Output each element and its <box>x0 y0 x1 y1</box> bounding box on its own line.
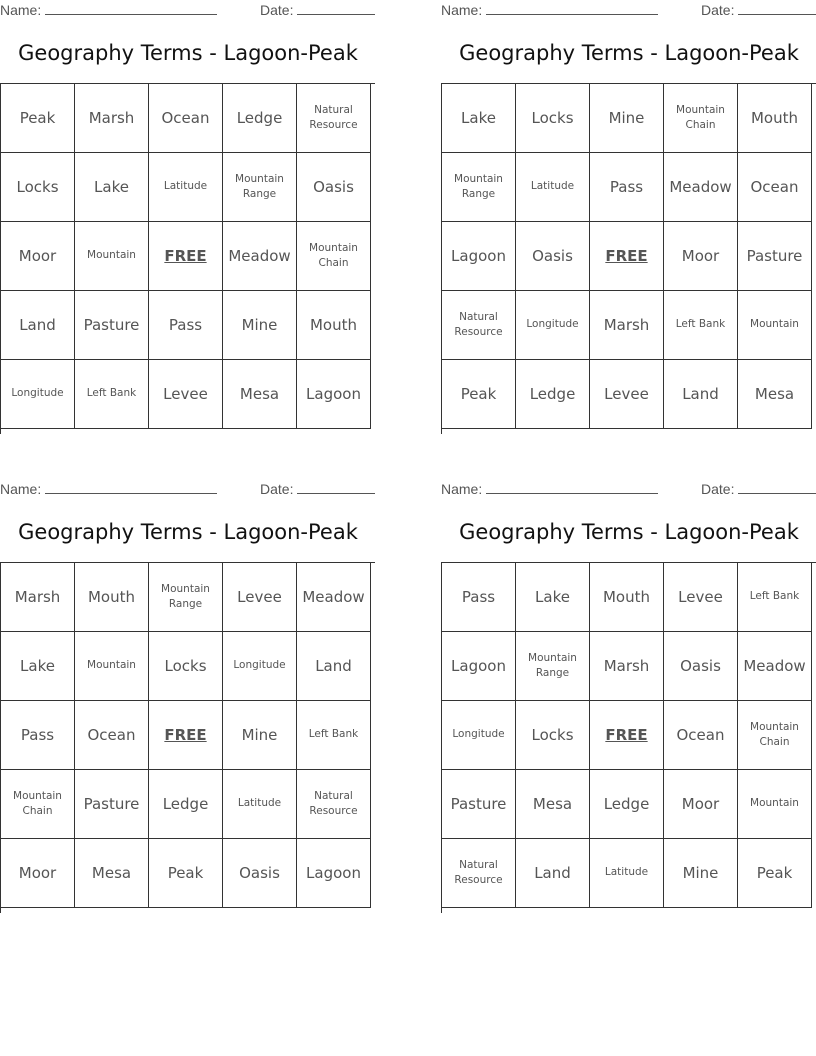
bingo-cell: Ocean <box>75 701 149 770</box>
bingo-cell: Mountain <box>738 770 812 839</box>
bingo-cell: Ledge <box>149 770 223 839</box>
bingo-grid <box>0 562 375 913</box>
name-blank-line <box>486 481 658 494</box>
date-blank-line <box>738 481 816 494</box>
bingo-cell: Peak <box>442 360 516 429</box>
bingo-cell: Locks <box>516 84 590 153</box>
bingo-cell: Mine <box>223 291 297 360</box>
bingo-cell: Meadow <box>297 563 371 632</box>
name-label: Name: <box>0 2 42 18</box>
bingo-cell: Mountain Chain <box>738 701 812 770</box>
bingo-cell: Ocean <box>738 153 812 222</box>
bingo-cell: Land <box>297 632 371 701</box>
bingo-cell: Mountain Chain <box>1 770 75 839</box>
date-field <box>260 481 375 497</box>
bingo-cell: Lagoon <box>442 222 516 291</box>
bingo-cell: Peak <box>149 839 223 908</box>
bingo-cell: Lagoon <box>442 632 516 701</box>
bingo-cell: Latitude <box>516 153 590 222</box>
bingo-grid <box>441 83 816 434</box>
bingo-cell: Ocean <box>149 84 223 153</box>
bingo-cell: Latitude <box>149 153 223 222</box>
bingo-cell: Mesa <box>75 839 149 908</box>
card-title: Geography Terms - Lagoon-Peak <box>459 520 799 544</box>
bingo-cell: Land <box>1 291 75 360</box>
bingo-cell: Natural Resource <box>442 291 516 360</box>
bingo-cell: Left Bank <box>297 701 371 770</box>
bingo-cell: Mesa <box>738 360 812 429</box>
free-space: FREE <box>590 222 664 291</box>
date-blank-line <box>297 481 375 494</box>
bingo-cell: Longitude <box>442 701 516 770</box>
bingo-cell: Mine <box>664 839 738 908</box>
name-field <box>441 2 658 18</box>
free-space: FREE <box>149 222 223 291</box>
name-blank-line <box>45 2 217 15</box>
bingo-cell: Pass <box>442 563 516 632</box>
bingo-cell: Pass <box>590 153 664 222</box>
bingo-cell: Left Bank <box>664 291 738 360</box>
bingo-cell: Mountain Range <box>442 153 516 222</box>
bingo-cell: Levee <box>664 563 738 632</box>
bingo-grid <box>0 83 375 434</box>
bingo-cell: Meadow <box>664 153 738 222</box>
bingo-cell: Mouth <box>590 563 664 632</box>
bingo-cell: Lake <box>516 563 590 632</box>
bingo-cell: Pasture <box>75 770 149 839</box>
bingo-cell: Peak <box>1 84 75 153</box>
bingo-cell: Longitude <box>516 291 590 360</box>
bingo-cell: Levee <box>590 360 664 429</box>
bingo-cell: Mountain Range <box>223 153 297 222</box>
name-field <box>0 2 217 18</box>
bingo-card-2 <box>441 0 816 432</box>
date-label: Date: <box>260 2 294 18</box>
bingo-card-1 <box>0 0 376 432</box>
name-label: Name: <box>441 2 483 18</box>
free-space: FREE <box>590 701 664 770</box>
bingo-cell: Land <box>664 360 738 429</box>
bingo-cell: Locks <box>1 153 75 222</box>
date-field <box>701 2 816 18</box>
bingo-cell: Lake <box>442 84 516 153</box>
bingo-cell: Mesa <box>516 770 590 839</box>
bingo-cell: Lagoon <box>297 360 371 429</box>
date-label: Date: <box>701 481 735 497</box>
bingo-cell: Mine <box>223 701 297 770</box>
bingo-cell: Oasis <box>664 632 738 701</box>
bingo-cell: Latitude <box>590 839 664 908</box>
bingo-cell: Meadow <box>223 222 297 291</box>
bingo-cell: Latitude <box>223 770 297 839</box>
bingo-cell: Ledge <box>223 84 297 153</box>
bingo-cell: Mountain <box>75 632 149 701</box>
bingo-cell: Ledge <box>516 360 590 429</box>
bingo-cell: Peak <box>738 839 812 908</box>
bingo-cell: Marsh <box>590 632 664 701</box>
name-field <box>0 481 217 497</box>
bingo-cell: Marsh <box>590 291 664 360</box>
bingo-cell: Meadow <box>738 632 812 701</box>
bingo-cell: Pass <box>149 291 223 360</box>
bingo-cell: Marsh <box>75 84 149 153</box>
name-field <box>441 481 658 497</box>
bingo-cell: Mountain Range <box>149 563 223 632</box>
bingo-grid <box>441 562 816 913</box>
bingo-cell: Mountain <box>738 291 812 360</box>
bingo-cell: Mountain <box>75 222 149 291</box>
bingo-cell: Mine <box>590 84 664 153</box>
bingo-cell: Mountain Range <box>516 632 590 701</box>
card-title: Geography Terms - Lagoon-Peak <box>18 41 358 65</box>
bingo-cell: Mountain Chain <box>664 84 738 153</box>
bingo-cell: Mountain Chain <box>297 222 371 291</box>
bingo-cell: Longitude <box>223 632 297 701</box>
bingo-cell: Natural Resource <box>297 84 371 153</box>
bingo-cell: Mesa <box>223 360 297 429</box>
name-blank-line <box>486 2 658 15</box>
bingo-cell: Locks <box>149 632 223 701</box>
bingo-cell: Locks <box>516 701 590 770</box>
bingo-cell: Mouth <box>75 563 149 632</box>
bingo-cell: Pasture <box>442 770 516 839</box>
bingo-cell: Land <box>516 839 590 908</box>
bingo-cell: Levee <box>149 360 223 429</box>
date-field <box>260 2 375 18</box>
name-label: Name: <box>441 481 483 497</box>
date-label: Date: <box>260 481 294 497</box>
bingo-cell: Moor <box>1 839 75 908</box>
bingo-cell: Pasture <box>738 222 812 291</box>
bingo-cell: Ledge <box>590 770 664 839</box>
date-field <box>701 481 816 497</box>
bingo-cell: Left Bank <box>75 360 149 429</box>
name-label: Name: <box>0 481 42 497</box>
bingo-cell: Levee <box>223 563 297 632</box>
free-space: FREE <box>149 701 223 770</box>
bingo-cell: Left Bank <box>738 563 812 632</box>
card-title: Geography Terms - Lagoon-Peak <box>18 520 358 544</box>
card-title: Geography Terms - Lagoon-Peak <box>459 41 799 65</box>
bingo-cell: Oasis <box>516 222 590 291</box>
bingo-cell: Natural Resource <box>297 770 371 839</box>
bingo-cell: Moor <box>664 222 738 291</box>
bingo-cell: Pasture <box>75 291 149 360</box>
bingo-cell: Lake <box>1 632 75 701</box>
bingo-cell: Mouth <box>297 291 371 360</box>
bingo-card-4 <box>441 479 816 911</box>
bingo-cell: Longitude <box>1 360 75 429</box>
date-label: Date: <box>701 2 735 18</box>
bingo-cell: Moor <box>1 222 75 291</box>
bingo-cell: Lake <box>75 153 149 222</box>
bingo-cell: Marsh <box>1 563 75 632</box>
bingo-card-3 <box>0 479 376 911</box>
bingo-cell: Pass <box>1 701 75 770</box>
bingo-cell: Ocean <box>664 701 738 770</box>
bingo-cell: Oasis <box>297 153 371 222</box>
bingo-cell: Mouth <box>738 84 812 153</box>
date-blank-line <box>297 2 375 15</box>
bingo-cell: Oasis <box>223 839 297 908</box>
name-blank-line <box>45 481 217 494</box>
bingo-cell: Moor <box>664 770 738 839</box>
bingo-cell: Natural Resource <box>442 839 516 908</box>
date-blank-line <box>738 2 816 15</box>
bingo-cell: Lagoon <box>297 839 371 908</box>
